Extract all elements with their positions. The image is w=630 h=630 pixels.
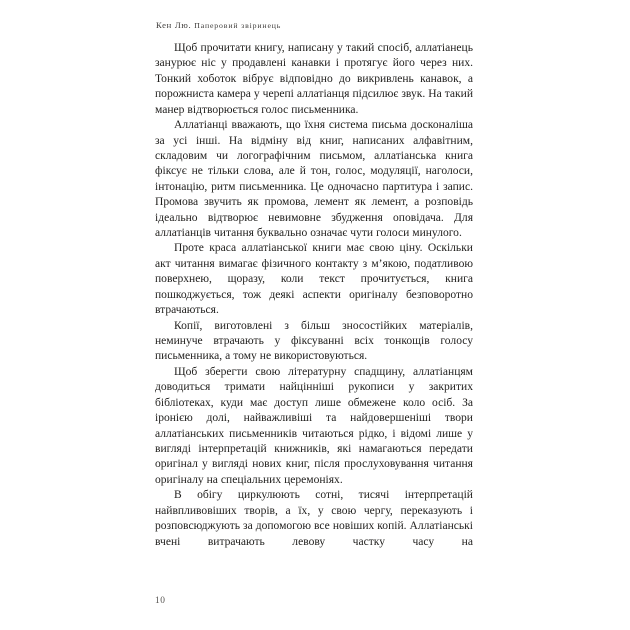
paragraph-4: Копії, виготовлені з більш зносостійких матеріалів, неминуче втрачають у фіксуванні всіх тонкощів голосу письменника, а тому не використовуються. xyxy=(155,319,473,363)
running-head xyxy=(156,20,474,30)
page-number: 10 xyxy=(155,596,166,606)
paragraph-5: Щоб зберегти свою літературну спадщину, аллатіанцям доводиться тримати найцінніші рукописи у закритих бібліотеках, куди має доступ лише обмежене коло осіб. За іронією долі, найважливіші та найдовершеніші твори аллатіанських письменників читаються рідко, і відомі лише у вигляді інтерпретацій книжників, які намагаються передати оригінал у вигляді нових книг, після прослуховування читання оригіналу на спеціальних церемоніях. xyxy=(155,365,473,486)
paragraph-3: Проте краса аллатіанської книги має свою ціну. Оскільки акт читання вимагає фізичного контакту з м’якою, податливою поверхнею, щоразу, коли текст прочитується, книга пошкоджується, тож деякі аспекти оригіналу безповоротно втрачаються. xyxy=(155,242,473,317)
running-head-title: Паперовий звіринець xyxy=(194,21,282,30)
paragraph-1: Щоб прочитати книгу, написану у такий спосіб, аллатіанець занурює ніс у продавлені канавки і протягує його через них. Тонкий хоботок вібрує відповідно до викривлень канавок, а порожниста камера у черепі аллатіанця підсилює звук. На такий манер відтворюється голос письменника. xyxy=(155,42,473,116)
paragraph-6: В обігу циркулюють сотні, тисячі інтерпретацій найвпливовіших творів, а їх, у свою чергу, переказують і розповсюджують за допомогою все новіших копій. Аллатіанські вчені витрачають левову частку часу на xyxy=(155,489,473,548)
running-head-author: Кен Лю. xyxy=(156,20,192,30)
paragraph-2: Аллатіанці вважають, що їхня система письма досконаліша за усі інші. На відміну від книг, написаних алфавітним, складовим чи логографічним письмом, аллатіанська книга фіксує не тільки слова, але й тон, голос, модуляції, наголоси, інтонацію, ритм письменника. Це одночасно партитура і запис. Промова звучить як промова, лемент як лемент, а розповідь ідеально відтворює невимовне збудження оповідача. Для аллатіанців читання буквально означає чути голоси минулого. xyxy=(155,119,473,240)
body-text-block xyxy=(155,41,473,565)
